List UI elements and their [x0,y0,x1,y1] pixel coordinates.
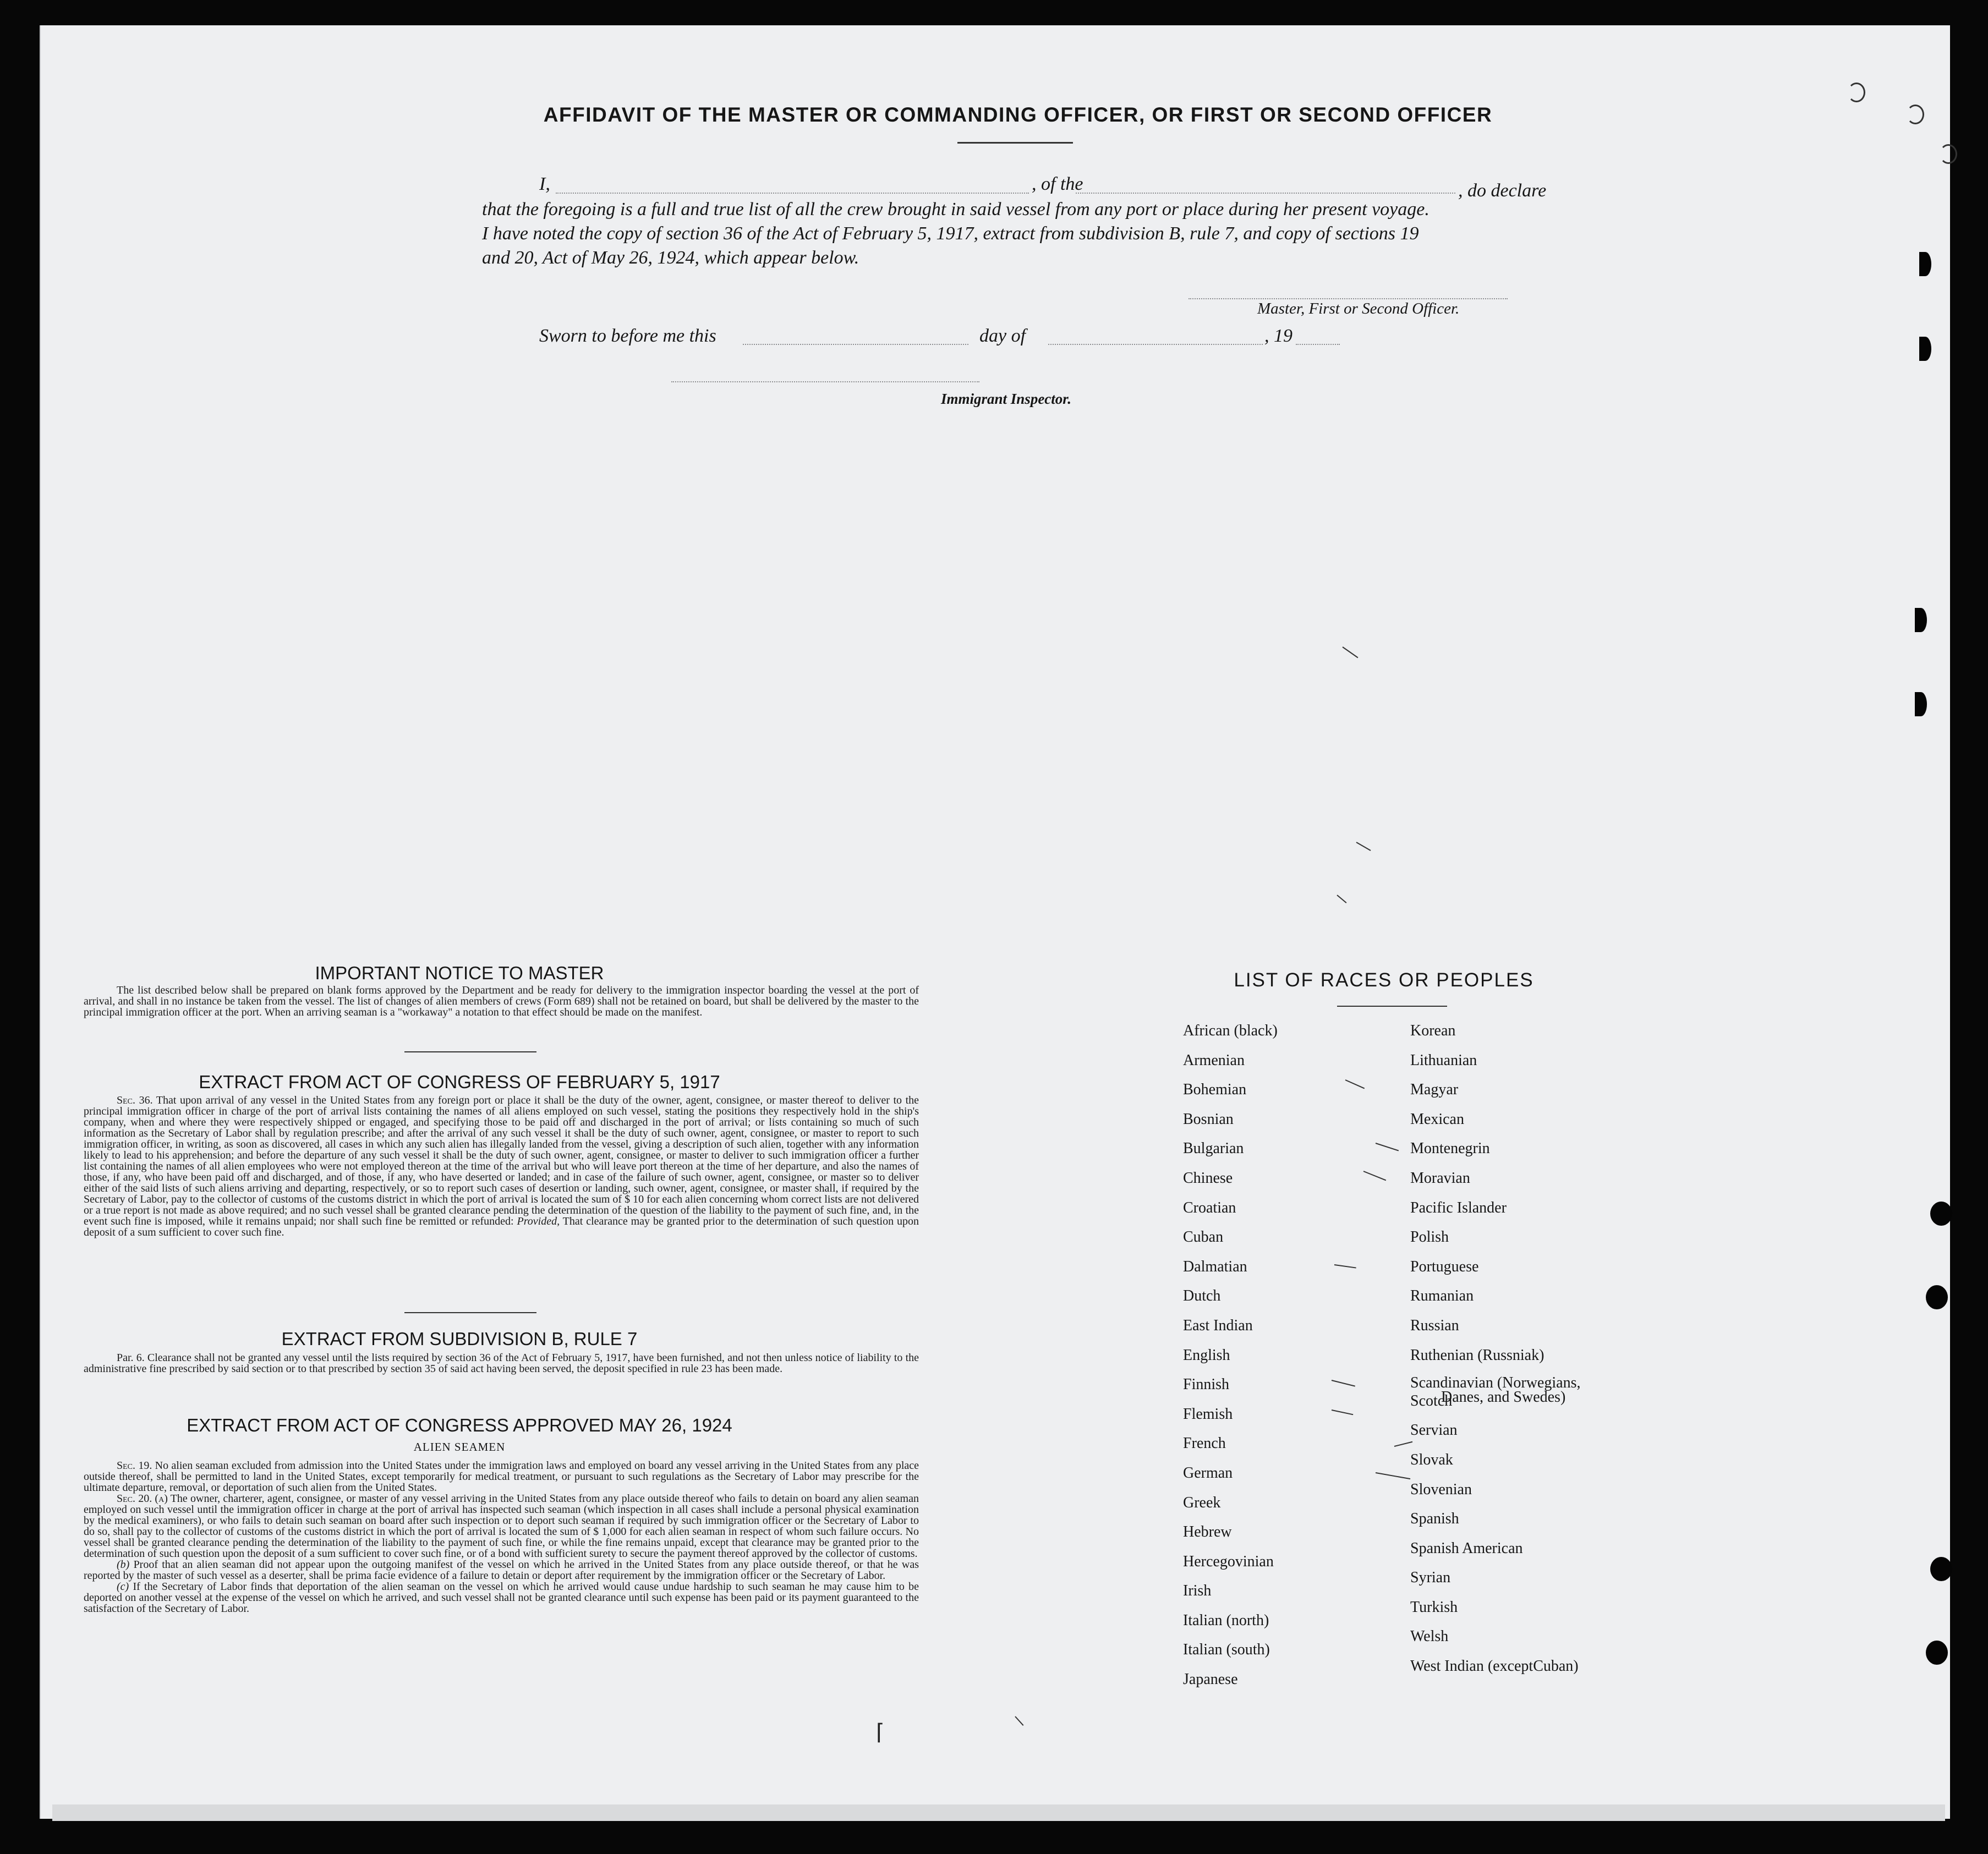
inspector-signature-line [671,381,979,382]
race-item: Welsh [1410,1628,1449,1645]
binder-hole [1919,337,1931,361]
race-item: Italian (south) [1183,1641,1270,1659]
race-item: Irish [1183,1582,1212,1600]
extract-rule7-body [84,1352,919,1374]
race-item: Montenegrin [1410,1140,1490,1158]
sec-19-paragraph [84,1460,919,1493]
binder-hole [1919,252,1931,276]
sec-19-text: No alien seaman excluded from admission into the United States under the immigration laws and employed on board any vessel arriving in the United States from any place outside thereof, shall be permitted to land in the United States, except temporarily for medical treatment, or pursuant to such regulations as the Secretary of Labor may prescribe for the ultimate departure, removal, or deportation of such alien from the United States. [84,1460,919,1494]
race-item-continuation: Danes, and Swedes) [1441,1389,1566,1406]
race-item: Bosnian [1183,1110,1234,1128]
notice-body [84,985,919,1018]
sec-19-label: Sec. 19. [117,1460,152,1472]
sec-20c-text: If the Secretary of Labor finds that deportation of the alien seaman on the vessel on which he arrived would cause undue hardship to such seaman he may cause him to be deported on another vessel at the expense of the vessel on which he arrived, and such vessel shall not be granted clearance until such expense has been paid or its payment guaranteed to the satisfaction of the Secretary of Labor. [84,1581,919,1615]
extract-1917-paragraph [84,1095,919,1238]
sheet-bottom-edge [52,1804,1945,1821]
race-item: Turkish [1410,1598,1458,1616]
master-caption: Master, First or Second Officer. [1257,300,1460,317]
sworn-label: Sworn to before me this [539,326,716,346]
proviso-label: Provided, [517,1215,560,1227]
race-item: Hercegovinian [1183,1553,1274,1570]
race-item: Slovak [1410,1451,1453,1468]
race-item: Italian (north) [1183,1611,1269,1629]
master-signature-line [1189,298,1508,299]
race-item: Syrian [1410,1569,1451,1587]
sworn-month-blank [1048,344,1263,345]
binder-ring-hole [1907,105,1924,124]
races-right-column [1410,1022,1580,1687]
sec-20a-paragraph [84,1493,919,1559]
sec-36-text: That upon arrival of any vessel in the United States from any foreign port or place it shall be the duty of the owner, agent, consignee, or master thereof to deliver to the principal immigration officer in charge of the port of arrival lists containing the names of all aliens employed on such vessel, stating the positions they respectively hold in the ship's company, when and where they were respectively shipped or engaged, and specifying those to be paid off and discharged in the port of arrival; or lists containing so much of such information as the Secretary of Labor shall by regulation prescribe; and after the arrival of any such vessel it shall be the duty of such owner, agent, consignee, or master to report to such immigration officer, in writing, as soon as discovered, all cases in which any such alien has illegally landed from the vessel, giving a description of such alien, together with any information likely to lead to his apprehension; and before the departure of any such vessel it shall be the duty of such owner, agent, consignee, or master to deliver to such immigration officer a further list containing the names of all alien employees who were not employed thereon at the time of the arrival but who will leave port thereon at the time of her departure, and also the names of those, if any, who have been paid off and discharged, and of those, if any, who have deserted or landed; and in case of the failure of such owner, agent, consignee, or master so to deliver either of the said lists of such aliens arriving and departing, respectively, or so to report such cases of desertion or landing, such owner, agent, consignee, or master shall, if required by the Secretary of Labor, pay to the collector of customs of the customs district in which the port of arrival is located the sum of $ 10 for each alien concerning whom correct lists are not delivered or a true report is not made as above required; and no such vessel shall be granted clearance pending the determination of the question of the liability to the payment of such fine, and, in the event such fine is imposed, while it remains unpaid; nor shall such fine be remitted or refunded: [84,1094,919,1227]
race-item: Russian [1410,1317,1459,1334]
race-item: Korean [1410,1022,1456,1039]
race-item: Cuban [1183,1228,1224,1246]
race-item: Finnish [1183,1376,1230,1394]
section-divider [404,1051,536,1052]
race-item: Spanish American [1410,1539,1523,1557]
binder-hole [1915,608,1927,632]
extract-1917-body [84,1095,919,1238]
sec-36-label: Sec. 36. [117,1094,153,1106]
race-item: Flemish [1183,1405,1233,1423]
of-the-label: , of the [1032,174,1083,194]
race-item: German [1183,1464,1233,1482]
title-underline [957,142,1073,144]
notice-title: IMPORTANT NOTICE TO MASTER [315,963,604,983]
race-item: Japanese [1183,1671,1238,1688]
extract-1917-title: EXTRACT FROM ACT OF CONGRESS OF FEBRUARY 5, 1917 [199,1072,720,1092]
race-item: Armenian [1183,1051,1245,1069]
race-item: English [1183,1346,1230,1364]
race-item: Servian [1410,1422,1458,1439]
races-title-underline [1337,1006,1447,1007]
day-of-label: day of [979,326,1026,346]
race-item: African (black) [1183,1022,1278,1039]
race-item: Dalmatian [1183,1258,1247,1275]
race-item: Bohemian [1183,1081,1247,1099]
race-item: Lithuanian [1410,1051,1477,1069]
race-item: Scotch [1410,1392,1453,1409]
race-item: Dutch [1183,1287,1221,1305]
binder-hole [1930,1557,1952,1581]
race-item: Mexican [1410,1110,1464,1128]
sec-20b-paragraph [84,1559,919,1581]
race-item: Hebrew [1183,1523,1232,1541]
notice-text: The list described below shall be prepared on blank forms approved by the Department and be ready for delivery to the immigration inspector boarding the vessel at the port of arrival, and shall in no instance be taken from the vessel. The list of changes of alien members of crews (Form 689) shall not be retained on board, but shall be delivered by the master to the principal immigration officer at the port. When an arriving seaman is a "workaway" a notation to that effect should be made on the manifest. [84,984,919,1018]
race-item: French [1183,1435,1226,1452]
alien-seamen-subtitle: ALIEN SEAMEN [413,1440,506,1453]
race-item: Pacific Islander [1410,1199,1507,1216]
year-label: , 19 [1264,326,1293,346]
affidavit-line-2: that the foregoing is a full and true list of all the crew brought in said vessel from any port or place during her present voyage. [482,199,1430,220]
binder-ring-hole [1848,83,1865,102]
race-item: Moravian [1410,1169,1470,1187]
proviso-text: That clearance may be granted prior to the determination of such question upon deposit of a sum sufficient to cover such fine. [84,1215,919,1238]
race-item: Rumanian [1410,1287,1474,1305]
binder-hole [1926,1285,1948,1309]
extract-1924-title: EXTRACT FROM ACT OF CONGRESS APPROVED MAY 26, 1924 [187,1415,732,1435]
vessel-blank-line [1076,193,1455,194]
affidavit-title: AFFIDAVIT OF THE MASTER OR COMMANDING OFFICER, OR FIRST OR SECOND OFFICER [543,103,1493,126]
race-item: West Indian (exceptCuban) [1410,1658,1579,1675]
races-title: LIST OF RACES OR PEOPLES [1234,969,1534,991]
race-item-line: Scandinavian (Norwegians, [1410,1374,1581,1392]
inspector-caption: Immigrant Inspector. [941,391,1072,407]
rule7-text: Par. 6. Clearance shall not be granted any vessel until the lists required by section 36 of the Act of February 5, 1917, have been furnished, and not then unless notice of liability to the administrative fine prescribed by said section or to that prescribed by section 35 of said act having been served, the deposit specified in rule 23 has been made. [84,1352,919,1375]
binder-hole [1930,1202,1952,1226]
extract-1924-body [84,1460,919,1614]
do-declare-label: , do declare [1458,180,1547,201]
affidavit-line-3: I have noted the copy of section 36 of the Act of February 5, 1917, extract from subdivision B, rule 7, and copy of sections 19 [482,223,1419,244]
sec-20a-label: Sec. 20. (a) [117,1493,168,1505]
races-left-column [1183,1022,1278,1701]
extract-rule7-title: EXTRACT FROM SUBDIVISION B, RULE 7 [281,1329,638,1349]
sec-20a-text: The owner, charterer, agent, consignee, or master of any vessel arriving in the United States from any place outside thereof who fails to detain on board any alien seaman employed on such vessel until the immigration officer in charge at the port of arrival has inspected such seaman (which inspection in all cases shall include a personal physical examination by the medical examiners), or who fails to detain such seaman on board after such inspection or to deport such seaman if required by such immigration officer or the Secretary of Labor to do so, shall pay to the collector of customs of the customs district in which the port of arrival is located the sum of $ 1,000 for each alien seaman in respect of whom such failure occurs. No vessel shall be granted clearance pending the determination of the liability to the payment of such fine, or while the fine remains unpaid, except that clearance may be granted prior to the determination of such question upon the deposit of a sum sufficient to cover such fine, or of a bond with sufficient surety to secure the payment thereof approved by the collector of customs. [84,1493,919,1560]
race-item: Polish [1410,1228,1449,1246]
binder-ring-hole [1940,144,1957,164]
sec-20b-label: (b) [117,1559,130,1571]
sec-20c-label: (c) [117,1581,129,1593]
year-blank [1296,344,1340,345]
race-item: Ruthenian (Russniak) [1410,1346,1545,1364]
section-divider [404,1312,536,1313]
race-item: Portuguese [1410,1258,1479,1275]
race-item: Chinese [1183,1169,1233,1187]
affidavit-lead: I, [539,174,550,194]
affidavit-line-4: and 20, Act of May 26, 1924, which appear below. [482,248,859,268]
sec-20b-text: Proof that an alien seaman did not appear upon the outgoing manifest of the vessel on which he arrived in the United States from any place outside thereof, or that he was reported by the master of such vessel as a deserter, shall be prima facie evidence of a failure to detain or deport after requirement by the immigration officer or the Secretary of Labor. [84,1559,919,1582]
binder-hole [1915,692,1927,716]
name-blank-line [556,193,1029,194]
pen-mark: ⌈ [876,1720,885,1745]
race-item: Spanish [1410,1510,1459,1528]
sworn-day-blank [743,344,968,345]
race-item: Bulgarian [1183,1140,1244,1158]
sec-20c-paragraph [84,1581,919,1614]
race-item: East Indian [1183,1317,1253,1334]
binder-hole [1926,1641,1948,1665]
race-item: Slovenian [1410,1480,1472,1498]
race-item: Greek [1183,1494,1221,1511]
race-item: Croatian [1183,1199,1236,1216]
race-item: Magyar [1410,1081,1459,1099]
